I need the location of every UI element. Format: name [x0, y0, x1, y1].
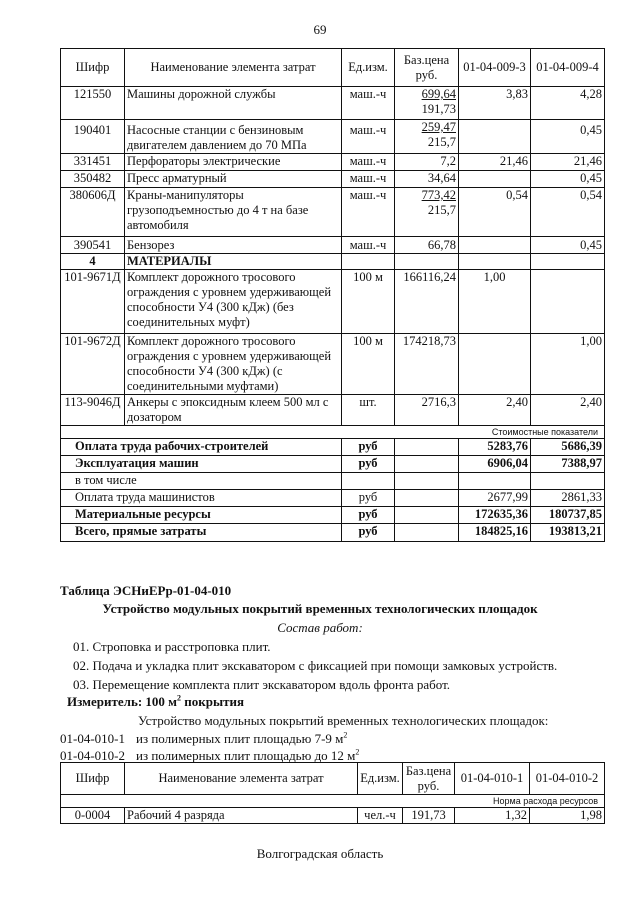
variant-item: 01-04-010-2 из полимерных плит площадью до 12 $м^2$ [60, 747, 360, 763]
row-name: Комплект дорожного тросового ограждения с уровнем удерживающей способности У4 (300 кДж) (с соединительными муфтами) [125, 334, 342, 395]
totals-including: в том числе [61, 473, 342, 490]
measure-unit: Измеритель: 100 $м^2$ покрытия [67, 693, 245, 709]
row-name: Перфораторы электрические [125, 154, 342, 171]
row-v3: 0,54 [459, 188, 531, 237]
row-code: 0-0004 [61, 808, 125, 824]
resource-table-01-04-010 [60, 762, 605, 824]
totals-label: Оплата труда машинистов [61, 490, 342, 507]
header-name: Наименование элемента затрат [125, 763, 358, 795]
row-price-sub: 191,73 [421, 102, 456, 116]
header-unit: Ед.изм. [342, 49, 395, 87]
row-price: 191,73 [403, 808, 455, 824]
row-price-value: 773,42 [421, 188, 456, 202]
row-code: 121550 [61, 87, 125, 120]
variant-text: из полимерных плит площадью 7-9 м [136, 731, 344, 746]
row-code: 331451 [61, 154, 125, 171]
row-v4: 2,40 [531, 395, 605, 426]
table-row [61, 237, 605, 254]
row-unit: маш.-ч [342, 154, 395, 171]
table-row [61, 171, 605, 188]
header-unit: Ед.изм. [358, 763, 403, 795]
totals-unit: руб [342, 490, 395, 507]
table-row [61, 334, 605, 395]
row-v4: 4,28 [531, 87, 605, 120]
table-row [61, 154, 605, 171]
header-price: Баз.цена руб. [395, 49, 459, 87]
row-price [395, 188, 459, 237]
totals-row-machine [61, 456, 605, 473]
table-subtitle: Устройство модульных покрытий временных технологических площадок [102, 601, 538, 616]
row-name: Насосные станции с бензиновым двигателем давлением до 70 МПа [125, 120, 342, 154]
row-v3 [459, 171, 531, 188]
row-price: 7,2 [395, 154, 459, 171]
row-v3: 3,83 [459, 87, 531, 120]
row-code: 350482 [61, 171, 125, 188]
row-price: 34,64 [395, 171, 459, 188]
row-code: 190401 [61, 120, 125, 154]
row-unit: маш.-ч [342, 87, 395, 120]
totals-label: Материальные ресурсы [61, 507, 342, 524]
row-name: Анкеры с эпоксидным клеем 500 мл с дозатором [125, 395, 342, 426]
row-v1: 1,32 [455, 808, 530, 824]
section-number: 4 [61, 254, 125, 270]
row-v3 [459, 334, 531, 395]
totals-unit: руб [342, 439, 395, 456]
row-price-sub: 215,7 [427, 135, 456, 149]
row-v3 [459, 237, 531, 254]
row-price: 166116,24 [395, 270, 459, 334]
totals-unit: руб [342, 524, 395, 542]
totals-unit: руб [342, 456, 395, 473]
table-title: Таблица ЭСНиЕРр-01-04-010 [60, 583, 232, 598]
totals-row-including [61, 473, 605, 490]
totals-label: Всего, прямые затраты [61, 524, 342, 542]
norm-caption-row [61, 795, 605, 808]
totals-label: Оплата труда рабочих-строителей [61, 439, 342, 456]
header-col-009-4: 01-04-009-4 [531, 49, 605, 87]
totals-v4: 5686,39 [531, 439, 605, 456]
variant-item: 01-04-010-1 из полимерных плит площадью 7-9 $м^2$ [60, 730, 348, 746]
row-price: 2716,3 [395, 395, 459, 426]
table-header-row [61, 49, 605, 87]
row-v4: 21,46 [531, 154, 605, 171]
totals-v4: 7388,97 [531, 456, 605, 473]
row-unit: маш.-ч [342, 120, 395, 154]
header-col-009-3: 01-04-009-3 [459, 49, 531, 87]
table-row [61, 808, 605, 824]
row-code: 101-9672Д [61, 334, 125, 395]
row-price: 174218,73 [395, 334, 459, 395]
section-row [61, 254, 605, 270]
table-row [61, 395, 605, 426]
row-unit: 100 м [342, 270, 395, 334]
work-description: Устройство модульных покрытий временных технологических площадок: [138, 713, 549, 728]
row-name: Пресс арматурный [125, 171, 342, 188]
row-unit: маш.-ч [342, 188, 395, 237]
operation-item: 01. Строповка и расстроповка плит. [73, 639, 271, 654]
header-col-010-1: 01-04-010-1 [455, 763, 530, 795]
totals-row-operators [61, 490, 605, 507]
row-code: 113-9046Д [61, 395, 125, 426]
header-price: Баз.цена руб. [403, 763, 455, 795]
norm-caption: Норма расхода ресурсов [61, 795, 605, 808]
row-unit: маш.-ч [342, 237, 395, 254]
row-price [395, 87, 459, 120]
row-v4 [531, 270, 605, 334]
cost-caption-row [61, 426, 605, 439]
totals-v4: 2861,33 [531, 490, 605, 507]
row-unit: 100 м [342, 334, 395, 395]
row-price [395, 120, 459, 154]
row-code: 380606Д [61, 188, 125, 237]
resource-table-01-04-009 [60, 48, 605, 542]
totals-v3: 5283,76 [459, 439, 531, 456]
row-unit: шт. [342, 395, 395, 426]
row-price-value: 699,64 [421, 87, 456, 101]
table-row [61, 188, 605, 237]
totals-row-labor [61, 439, 605, 456]
totals-v3: 2677,99 [459, 490, 531, 507]
variant-code: 01-04-010-1 [60, 731, 125, 746]
row-price: 66,78 [395, 237, 459, 254]
row-name: Рабочий 4 разряда [125, 808, 358, 824]
row-v3 [459, 120, 531, 154]
row-v3: 2,40 [459, 395, 531, 426]
row-v4: 0,54 [531, 188, 605, 237]
row-name: Бензорез [125, 237, 342, 254]
row-name: Краны-манипуляторы грузоподъемностью до 4 т на базе автомобиля [125, 188, 342, 237]
totals-label: Эксплуатация машин [61, 456, 342, 473]
row-v2: 1,98 [530, 808, 605, 824]
totals-v3: 184825,16 [459, 524, 531, 542]
totals-unit: руб [342, 507, 395, 524]
totals-v3: 172635,36 [459, 507, 531, 524]
row-price-value: 259,47 [421, 120, 456, 134]
header-col-010-2: 01-04-010-2 [530, 763, 605, 795]
row-v3: 21,46 [459, 154, 531, 171]
header-code: Шифр [61, 763, 125, 795]
totals-v4: 193813,21 [531, 524, 605, 542]
totals-row-materials [61, 507, 605, 524]
header-code: Шифр [61, 49, 125, 87]
row-v4: 0,45 [531, 171, 605, 188]
row-name: Комплект дорожного тросового ограждения с уровнем удерживающей способности У4 (300 кДж) (без соединительных муфт) [125, 270, 342, 334]
row-unit: чел.-ч [358, 808, 403, 824]
variant-code: 01-04-010-2 [60, 748, 125, 763]
totals-row-total [61, 524, 605, 542]
section-title: МАТЕРИАЛЫ [125, 254, 342, 270]
work-composition-heading: Состав работ: [277, 620, 363, 635]
row-code: 101-9671Д [61, 270, 125, 334]
table-row [61, 270, 605, 334]
header-name: Наименование элемента затрат [125, 49, 342, 87]
table-header-row [61, 763, 605, 795]
row-v3: 1,00 [459, 270, 531, 334]
operation-item: 02. Подача и укладка плит экскаватором с фиксацией при помощи замковых устройств. [73, 658, 558, 673]
row-unit: маш.-ч [342, 171, 395, 188]
row-v4: 0,45 [531, 120, 605, 154]
totals-v3: 6906,04 [459, 456, 531, 473]
table-row [61, 120, 605, 154]
totals-v4: 180737,85 [531, 507, 605, 524]
row-v4: 1,00 [531, 334, 605, 395]
page-number: 69 [313, 22, 327, 37]
row-code: 390541 [61, 237, 125, 254]
table-row [61, 87, 605, 120]
operation-item: 03. Перемещение комплекта плит экскаватором вдоль фронта работ. [73, 677, 451, 692]
row-price-sub: 215,7 [427, 203, 456, 217]
cost-caption: Стоимостные показатели [61, 426, 605, 439]
row-name: Машины дорожной службы [125, 87, 342, 120]
variant-text: из полимерных плит площадью до 12 м [136, 748, 356, 763]
row-v4: 0,45 [531, 237, 605, 254]
footer-region: Волгоградская область [256, 846, 384, 861]
